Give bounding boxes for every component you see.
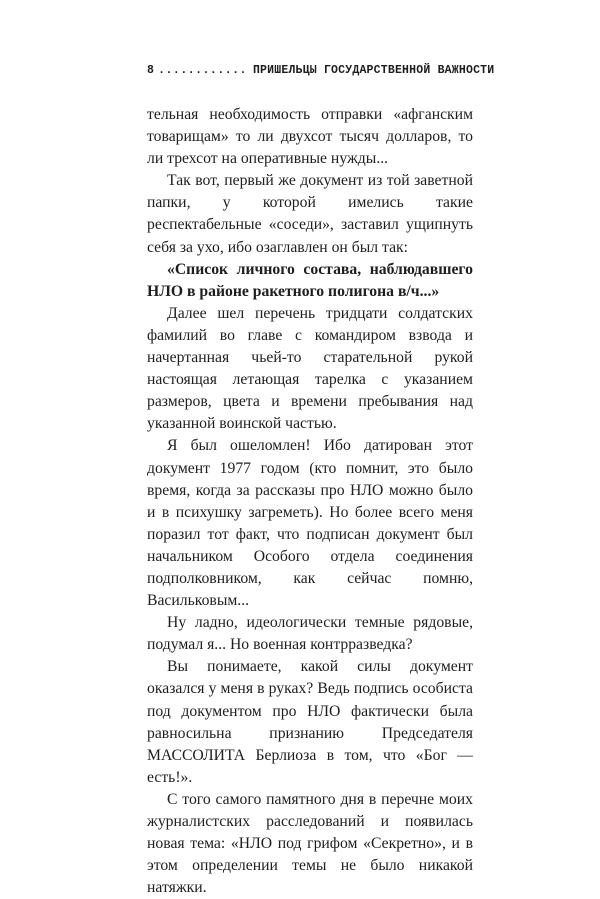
document-title-quote: «Список личного состава, наблюдавшего НЛО в районе ракетного полигона в/ч...» bbox=[147, 260, 473, 300]
paragraph: Я был ошеломлен! Ибо датирован этот документ 1977 годом (кто помнит, это было время, когда за рассказы про НЛО можно было и в психушку загреметь). Но более всего меня поразил тот факт, что подписан документ был начальником Особого отдела соединения подполковником, как сейчас помню, Васильковым... bbox=[147, 437, 473, 610]
paragraph-continuation: тельная необходимость отправки «афганским товарищам» то ли двухсот тысяч долларов, то ли трехсот на оперативные нужды... bbox=[147, 106, 473, 168]
paragraph: Так вот, первый же документ из той заветной папки, у которой имелись такие респектабельные «соседи», заставил ущипнуть себя за ухо, ибо озаглавлен он был так: bbox=[147, 172, 473, 256]
paragraph: Вы понимаете, какой силы документ оказался у меня в руках? Ведь подпись особиста под документом про НЛО фактически была равносильна признанию Председателя МАССОЛИТА Берлиоза в том, что «Бог — есть!». bbox=[147, 658, 473, 786]
header-dot-leader: ............ bbox=[158, 64, 247, 77]
running-header bbox=[147, 64, 495, 77]
page-number: 8 bbox=[147, 64, 155, 77]
paragraph: Далее шел перечень тридцати солдатских фамилий во главе с командиром взвода и начертанная чьей-то старательной рукой настоящая летающая тарелка с указанием размеров, цвета и времени пребывания над указанной воинской частью. bbox=[147, 304, 473, 433]
running-title: ПРИШЕЛЬЦЫ ГОСУДАРСТВЕННОЙ ВАЖНОСТИ bbox=[252, 64, 495, 77]
paragraph: С того самого памятного дня в перечне моих журналистских расследований и появилась новая тема: «НЛО под грифом «Секретно», и в этом определении темы не было никакой натяжки. bbox=[147, 790, 473, 897]
paragraph: Ну ладно, идеологически темные рядовые, подумал я... Но военная контрразведка? bbox=[147, 614, 473, 654]
page-body-text bbox=[147, 104, 473, 899]
